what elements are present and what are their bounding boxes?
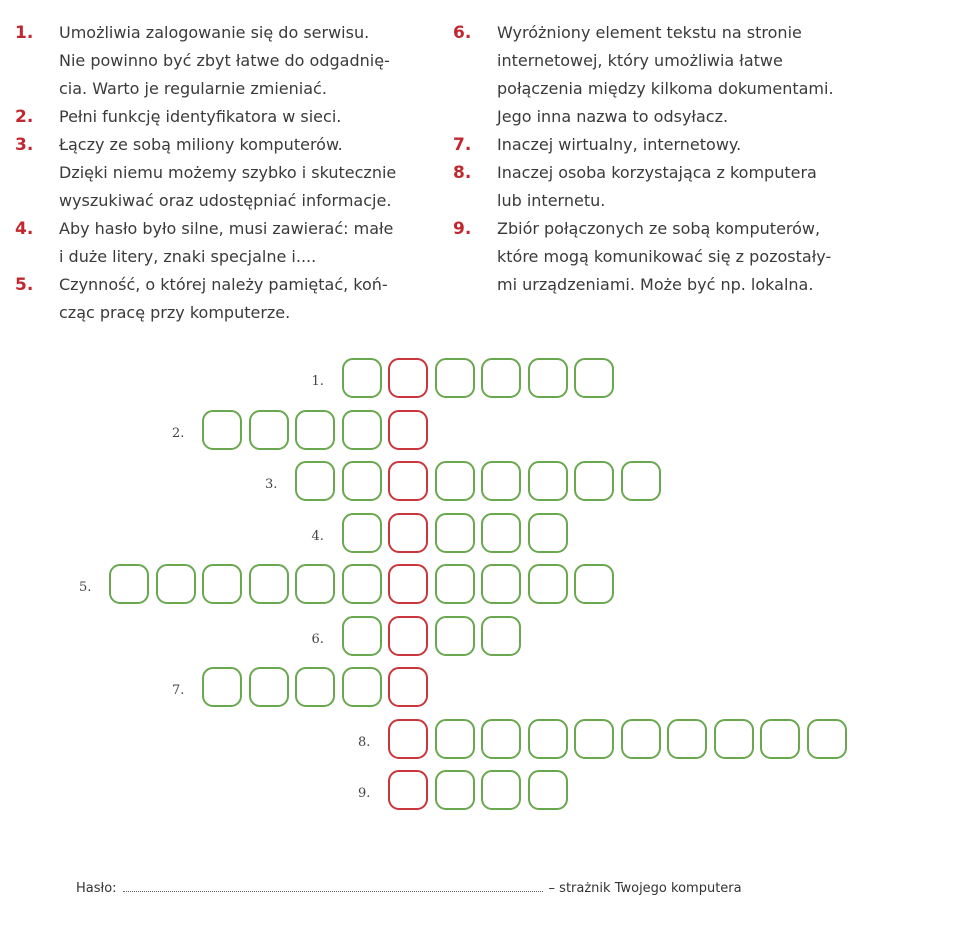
row-label-9: 9. [358,786,371,801]
crossword-key-cell[interactable] [388,513,428,553]
crossword-cell[interactable] [528,564,568,604]
crossword-cell[interactable] [481,770,521,810]
crossword-cell[interactable] [249,564,289,604]
crossword-key-cell[interactable] [388,461,428,501]
clue-text: Aby hasło było silne, musi zawierać: małe i duże litery, znaki specjalne i.... [59,219,394,266]
crossword-cell[interactable] [435,461,475,501]
clue-number: 8. [453,163,472,183]
row-label-1: 1. [311,374,324,389]
clue-text: Umożliwia zalogowanie się do serwisu. Nie powinno być zbyt łatwe do odgadnię- cia. Warto je regularnie zmieniać. [59,23,390,98]
clue-number: 3. [15,135,34,155]
row-label-7: 7. [172,683,185,698]
crossword-cell[interactable] [295,461,335,501]
crossword-cell[interactable] [528,461,568,501]
crossword-cell[interactable] [574,461,614,501]
crossword-key-cell[interactable] [388,719,428,759]
crossword-cell[interactable] [481,616,521,656]
crossword-cell[interactable] [202,667,242,707]
crossword-cell[interactable] [342,410,382,450]
crossword-key-cell[interactable] [388,358,428,398]
crossword-cell[interactable] [481,564,521,604]
crossword-cell[interactable] [481,513,521,553]
crossword-cell[interactable] [621,719,661,759]
row-label-3: 3. [265,477,278,492]
row-label-4: 4. [311,528,324,544]
crossword-cell[interactable] [621,461,661,501]
crossword-cell[interactable] [295,667,335,707]
clue-text: Inaczej wirtualny, internetowy. [497,135,742,154]
crossword-cell[interactable] [342,461,382,501]
clue-number: 4. [15,219,34,239]
clue-number: 7. [453,135,472,155]
password-answer-line[interactable] [123,879,543,892]
crossword-cell[interactable] [574,719,614,759]
clue-text: Inaczej osoba korzystająca z komputera lub internetu. [497,163,817,210]
clue-text: Wyróżniony element tekstu na stronie internetowej, który umożliwia łatwe połączenia między kilkoma dokumentami. Jego inna nazwa to odsyłacz. [497,23,834,126]
row-label-6: 6. [311,631,324,647]
crossword-cell[interactable] [435,719,475,759]
clue-number: 2. [15,107,34,127]
crossword-cell[interactable] [249,410,289,450]
crossword-cell[interactable] [667,719,707,759]
crossword-cell[interactable] [574,358,614,398]
crossword-cell[interactable] [295,410,335,450]
crossword-cell[interactable] [202,564,242,604]
crossword-cell[interactable] [528,513,568,553]
crossword-cell[interactable] [435,564,475,604]
crossword-cell[interactable] [807,719,847,759]
row-label-8: 8. [358,734,371,750]
clue-text: Pełni funkcję identyfikatora w sieci. [59,107,342,126]
row-label-2: 2. [172,425,185,441]
crossword-key-cell[interactable] [388,410,428,450]
clue-text: Łączy ze sobą miliony komputerów. Dzięki niemu możemy szybko i skutecznie wyszukiwać oraz udostępniać informacje. [59,135,397,210]
crossword-cell[interactable] [481,461,521,501]
clue-text: Zbiór połączonych ze sobą komputerów, które mogą komunikować się z pozostały- mi urządzeniami. Może być np. lokalna. [497,219,832,294]
crossword-cell[interactable] [342,564,382,604]
password-suffix: – strażnik Twojego komputera [548,881,742,896]
crossword-cell[interactable] [481,358,521,398]
clue-number: 6. [453,23,472,43]
crossword-key-cell[interactable] [388,564,428,604]
crossword-cell[interactable] [528,770,568,810]
crossword-cell[interactable] [342,358,382,398]
crossword-cell[interactable] [435,513,475,553]
crossword-cell[interactable] [574,564,614,604]
crossword-cell[interactable] [435,770,475,810]
crossword-cell[interactable] [249,667,289,707]
crossword-key-cell[interactable] [388,667,428,707]
crossword-cell[interactable] [156,564,196,604]
row-label-5: 5. [79,580,92,595]
crossword-cell[interactable] [481,719,521,759]
clue-number: 5. [15,275,34,295]
crossword-cell[interactable] [342,513,382,553]
crossword-cell[interactable] [435,616,475,656]
crossword-cell[interactable] [435,358,475,398]
crossword-cell[interactable] [109,564,149,604]
crossword-cell[interactable] [342,667,382,707]
clue-text: Czynność, o której należy pamiętać, koń- cząc pracę przy komputerze. [59,275,388,322]
password-label: Hasło: [76,881,117,896]
clue-number: 1. [15,23,34,43]
crossword-cell[interactable] [295,564,335,604]
crossword-cell[interactable] [342,616,382,656]
crossword-cell[interactable] [760,719,800,759]
crossword-cell[interactable] [714,719,754,759]
crossword-key-cell[interactable] [388,616,428,656]
crossword-cell[interactable] [202,410,242,450]
clue-number: 9. [453,219,472,239]
crossword-cell[interactable] [528,358,568,398]
crossword-cell[interactable] [528,719,568,759]
crossword-key-cell[interactable] [388,770,428,810]
password-footer [76,879,742,896]
